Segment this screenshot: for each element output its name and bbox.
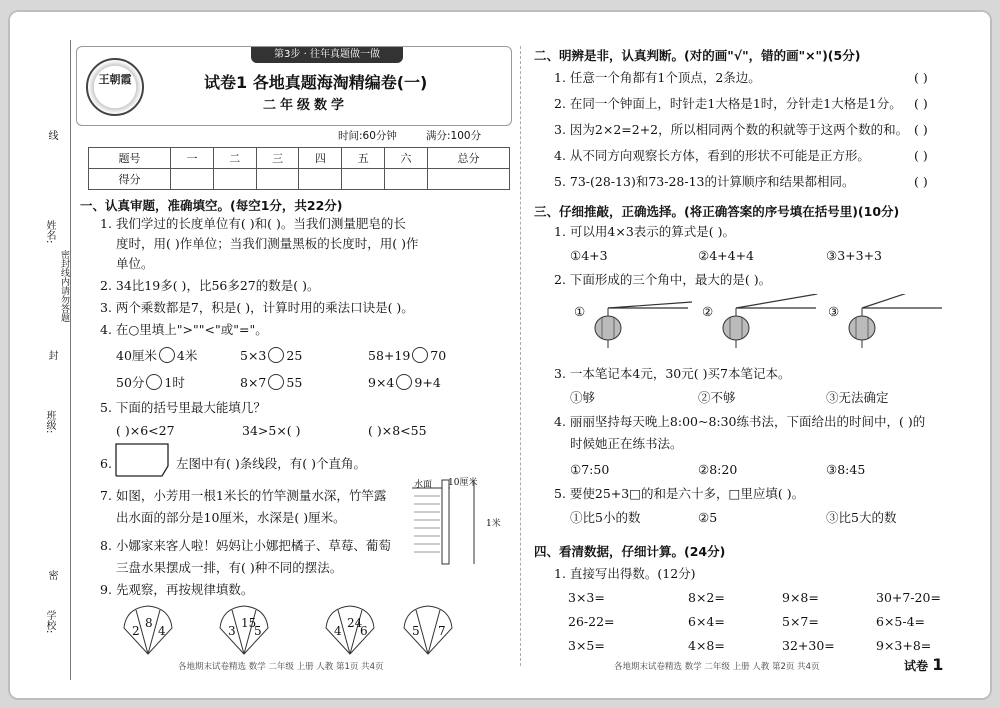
q5-c: ( )×8<55 bbox=[368, 423, 427, 438]
score-cell: 三 bbox=[256, 148, 299, 169]
score-cell: 一 bbox=[171, 148, 214, 169]
q5: 5. 下面的括号里最大能填几？ bbox=[100, 400, 266, 415]
class-label: 班级: bbox=[44, 410, 55, 434]
seal-mark-1: 线 bbox=[46, 130, 57, 140]
shell-number: 8 bbox=[145, 616, 153, 630]
score-table bbox=[88, 147, 510, 190]
score-cell: 四 bbox=[299, 148, 342, 169]
compare-circle[interactable] bbox=[146, 374, 162, 390]
calc-item[interactable]: 32+30= bbox=[782, 638, 835, 653]
shell-number: 6 bbox=[360, 624, 368, 638]
seal-mark-2: 封 bbox=[46, 350, 57, 360]
s3-q3-opt3[interactable]: ③无法确定 bbox=[826, 390, 889, 405]
binding-line bbox=[70, 40, 71, 680]
shell-figure bbox=[322, 604, 378, 656]
shell-number: 4 bbox=[158, 624, 166, 638]
compare-circle[interactable] bbox=[159, 347, 175, 363]
s3-q5: 5. 要使25+3□的和是六十多，□里应填( )。 bbox=[554, 486, 805, 501]
shell-figure bbox=[120, 604, 176, 656]
judge-item: 4. 从不同方向观察长方体，看到的形状不可能是正方形。 bbox=[554, 148, 870, 163]
q4-row2-a: 50分 1时 bbox=[116, 375, 185, 390]
calc-item[interactable]: 4×8= bbox=[688, 638, 725, 653]
score-input[interactable] bbox=[213, 169, 256, 190]
paper-title: 试卷1 各地真题海淘精编卷(一) bbox=[204, 73, 428, 92]
time-info: 时间:60分钟 bbox=[338, 130, 397, 142]
shell-figure bbox=[400, 604, 456, 656]
calc-item[interactable]: 30+7-20= bbox=[876, 590, 941, 605]
seal-mark-3: 密 bbox=[46, 570, 57, 580]
calc-item[interactable]: 6×4= bbox=[688, 614, 725, 629]
q1-line2: 度时，用( )作单位；当我们测量黑板的长度时，用( )作 bbox=[116, 236, 419, 251]
section-4-title: 四、看清数据，仔细计算。(24分) bbox=[534, 544, 726, 559]
shell-number: 15 bbox=[241, 616, 257, 630]
s3-q3-opt2[interactable]: ②不够 bbox=[698, 390, 736, 405]
q3: 3. 两个乘数都是7，积是( )，计算时用的乘法口诀是( )。 bbox=[100, 300, 414, 315]
q2: 2. 34比19多( )，比56多27的数是( )。 bbox=[100, 278, 320, 293]
lantern-option-label[interactable]: ① bbox=[574, 304, 586, 319]
s3-q2: 2. 下面形成的三个角中，最大的是( )。 bbox=[554, 272, 772, 287]
brand-logo bbox=[86, 58, 144, 116]
calc-item[interactable]: 3×3= bbox=[568, 590, 605, 605]
calc-item[interactable]: 9×8= bbox=[782, 590, 819, 605]
section-2-title: 二、明辨是非，认真判断。(对的画"√"，错的画"×")(5分) bbox=[534, 48, 861, 63]
footer-right: 各地期末试卷精选 数学 二年级 上册 人教 第2页 共4页 bbox=[614, 662, 820, 672]
score-cell: 得分 bbox=[89, 169, 171, 190]
q7-line1: 7. 如图，小芳用一根1米长的竹竿测量水深，竹竿露 bbox=[100, 488, 387, 503]
shell-number: 7 bbox=[438, 624, 446, 638]
score-cell: 二 bbox=[213, 148, 256, 169]
q7-line2: 出水面的部分是10厘米，水深是( )厘米。 bbox=[116, 510, 346, 525]
footer-left: 各地期末试卷精选 数学 二年级 上册 人教 第1页 共4页 bbox=[178, 662, 384, 672]
judge-answer-paren[interactable]: ( ) bbox=[914, 70, 928, 85]
s3-q1: 1. 可以用4×3表示的算式是( )。 bbox=[554, 224, 736, 239]
q6: 左图中有( )条线段，有( )个直角。 bbox=[176, 456, 366, 471]
q4-row1-c: 58+19 70 bbox=[368, 348, 447, 363]
calc-item[interactable]: 5×7= bbox=[782, 614, 819, 629]
score-cell: 六 bbox=[385, 148, 428, 169]
paper-tag: 试卷 1 bbox=[904, 655, 944, 674]
q5-b: 34>5×( ) bbox=[242, 423, 301, 438]
s3-q4-opt1[interactable]: ①7:50 bbox=[570, 462, 610, 477]
one-meter-label: 1米 bbox=[486, 519, 501, 529]
compare-circle[interactable] bbox=[396, 374, 412, 390]
score-input[interactable] bbox=[385, 169, 428, 190]
calc-item[interactable]: 8×2= bbox=[688, 590, 725, 605]
calc-item[interactable]: 3×5= bbox=[568, 638, 605, 653]
shell-number: 3 bbox=[228, 624, 236, 638]
s3-q4-opt2[interactable]: ②8:20 bbox=[698, 462, 738, 477]
compare-circle[interactable] bbox=[412, 347, 428, 363]
seal-notice: 密封线内请勿答题 bbox=[59, 250, 69, 322]
judge-answer-paren[interactable]: ( ) bbox=[914, 96, 928, 111]
name-label: 姓名: bbox=[44, 220, 55, 244]
logo-text: 王朝霞 bbox=[98, 73, 132, 86]
judge-answer-paren[interactable]: ( ) bbox=[914, 148, 928, 163]
lantern-angle-figure bbox=[588, 294, 698, 354]
score-table-header-row bbox=[89, 148, 510, 169]
score-info: 满分:100分 bbox=[426, 130, 482, 142]
page-divider bbox=[520, 46, 521, 666]
q5-a: ( )×6<27 bbox=[116, 423, 175, 438]
judge-item: 1. 任意一个角都有1个顶点，2条边。 bbox=[554, 70, 761, 85]
ten-cm-label: 10厘米 bbox=[448, 478, 478, 488]
q4-row2-b: 8×7 55 bbox=[240, 375, 303, 390]
judge-item: 5. 73-(28-13)和73-28-13的计算顺序和结果都相同。 bbox=[554, 174, 855, 189]
paper-subtitle: 二年级数学 bbox=[263, 98, 349, 113]
s3-q4-line2: 时候她正在练书法。 bbox=[570, 436, 683, 451]
calc-item[interactable]: 6×5-4= bbox=[876, 614, 926, 629]
q4-row1-b: 5×3 25 bbox=[240, 348, 303, 363]
q6-number: 6. bbox=[100, 456, 112, 471]
score-cell: 五 bbox=[342, 148, 385, 169]
s3-q3: 3. 一本笔记本4元，30元( )买7本笔记本。 bbox=[554, 366, 791, 381]
q8-line1: 8. 小娜家来客人啦！妈妈让小娜把橘子、草莓、葡萄 bbox=[100, 538, 391, 553]
q1-line3: 单位。 bbox=[116, 256, 154, 271]
s4-q1: 1. 直接写出得数。(12分) bbox=[554, 566, 696, 581]
lantern-angle-figure bbox=[716, 294, 826, 354]
calc-item[interactable]: 9×3+8= bbox=[876, 638, 932, 653]
shell-number: 5 bbox=[254, 624, 262, 638]
lantern-angle-figure bbox=[842, 294, 952, 354]
score-cell: 题号 bbox=[89, 148, 171, 169]
compare-circle[interactable] bbox=[268, 347, 284, 363]
s3-q1-opt3[interactable]: ③3+3+3 bbox=[826, 248, 883, 263]
q4: 4. 在○里填上">""<"或"="。 bbox=[100, 322, 268, 337]
judge-item: 3. 因为2×2=2+2，所以相同两个数的积就等于这两个数的和。 bbox=[554, 122, 909, 137]
judge-answer-paren[interactable]: ( ) bbox=[914, 174, 928, 189]
score-input[interactable] bbox=[342, 169, 385, 190]
q6-figure bbox=[114, 442, 172, 478]
calc-item[interactable]: 26-22= bbox=[568, 614, 615, 629]
compare-circle[interactable] bbox=[268, 374, 284, 390]
s3-q5-opt2[interactable]: ②5 bbox=[698, 510, 718, 525]
score-input[interactable] bbox=[171, 169, 214, 190]
q4-row1-a: 40厘米 4米 bbox=[116, 348, 198, 363]
shell-number: 2 bbox=[132, 624, 140, 638]
judge-answer-paren[interactable]: ( ) bbox=[914, 122, 928, 137]
shell-number: 5 bbox=[412, 624, 420, 638]
s3-q4-line1: 4. 丽丽坚持每天晚上8:00~8:30练书法，下面给出的时间中，( )的 bbox=[554, 414, 926, 429]
s3-q1-opt2[interactable]: ②4+4+4 bbox=[698, 248, 755, 263]
q4-row2-c: 9×4 9+4 bbox=[368, 375, 441, 390]
exam-sheet bbox=[8, 10, 992, 700]
s3-q5-opt1[interactable]: ①比5小的数 bbox=[570, 510, 641, 525]
step-badge: 第3步 · 往年真题做一做 bbox=[251, 47, 403, 63]
school-label: 学校: bbox=[44, 610, 55, 634]
score-table-score-row bbox=[89, 169, 510, 190]
q8-line2: 三盘水果摆成一排，有( )种不同的摆法。 bbox=[116, 560, 343, 575]
shell-number: 24 bbox=[347, 616, 363, 630]
section-3-title: 三、仔细推敲，正确选择。(将正确答案的序号填在括号里)(10分) bbox=[534, 204, 900, 219]
shell-figure bbox=[216, 604, 272, 656]
s3-q1-opt1[interactable]: ①4+3 bbox=[570, 248, 608, 263]
score-cell: 总分 bbox=[427, 148, 509, 169]
s3-q3-opt1[interactable]: ①够 bbox=[570, 390, 596, 405]
s3-q5-opt3[interactable]: ③比5大的数 bbox=[826, 510, 897, 525]
water-surface-label: 水面 bbox=[414, 480, 433, 490]
s3-q4-opt3[interactable]: ③8:45 bbox=[826, 462, 866, 477]
judge-item: 2. 在同一个钟面上，时针走1大格是1时，分针走1大格是1分。 bbox=[554, 96, 902, 111]
q9: 9. 先观察，再按规律填数。 bbox=[100, 582, 254, 597]
lantern-option-label[interactable]: ② bbox=[702, 304, 714, 319]
score-input[interactable] bbox=[256, 169, 299, 190]
score-input[interactable] bbox=[427, 169, 509, 190]
shell-number: 4 bbox=[334, 624, 342, 638]
section-1-title: 一、认真审题，准确填空。(每空1分，共22分) bbox=[80, 198, 343, 213]
q1-line1: 1. 我们学过的长度单位有( )和( )。当我们测量肥皂的长 bbox=[100, 216, 406, 231]
lantern-option-label[interactable]: ③ bbox=[828, 304, 840, 319]
score-input[interactable] bbox=[299, 169, 342, 190]
